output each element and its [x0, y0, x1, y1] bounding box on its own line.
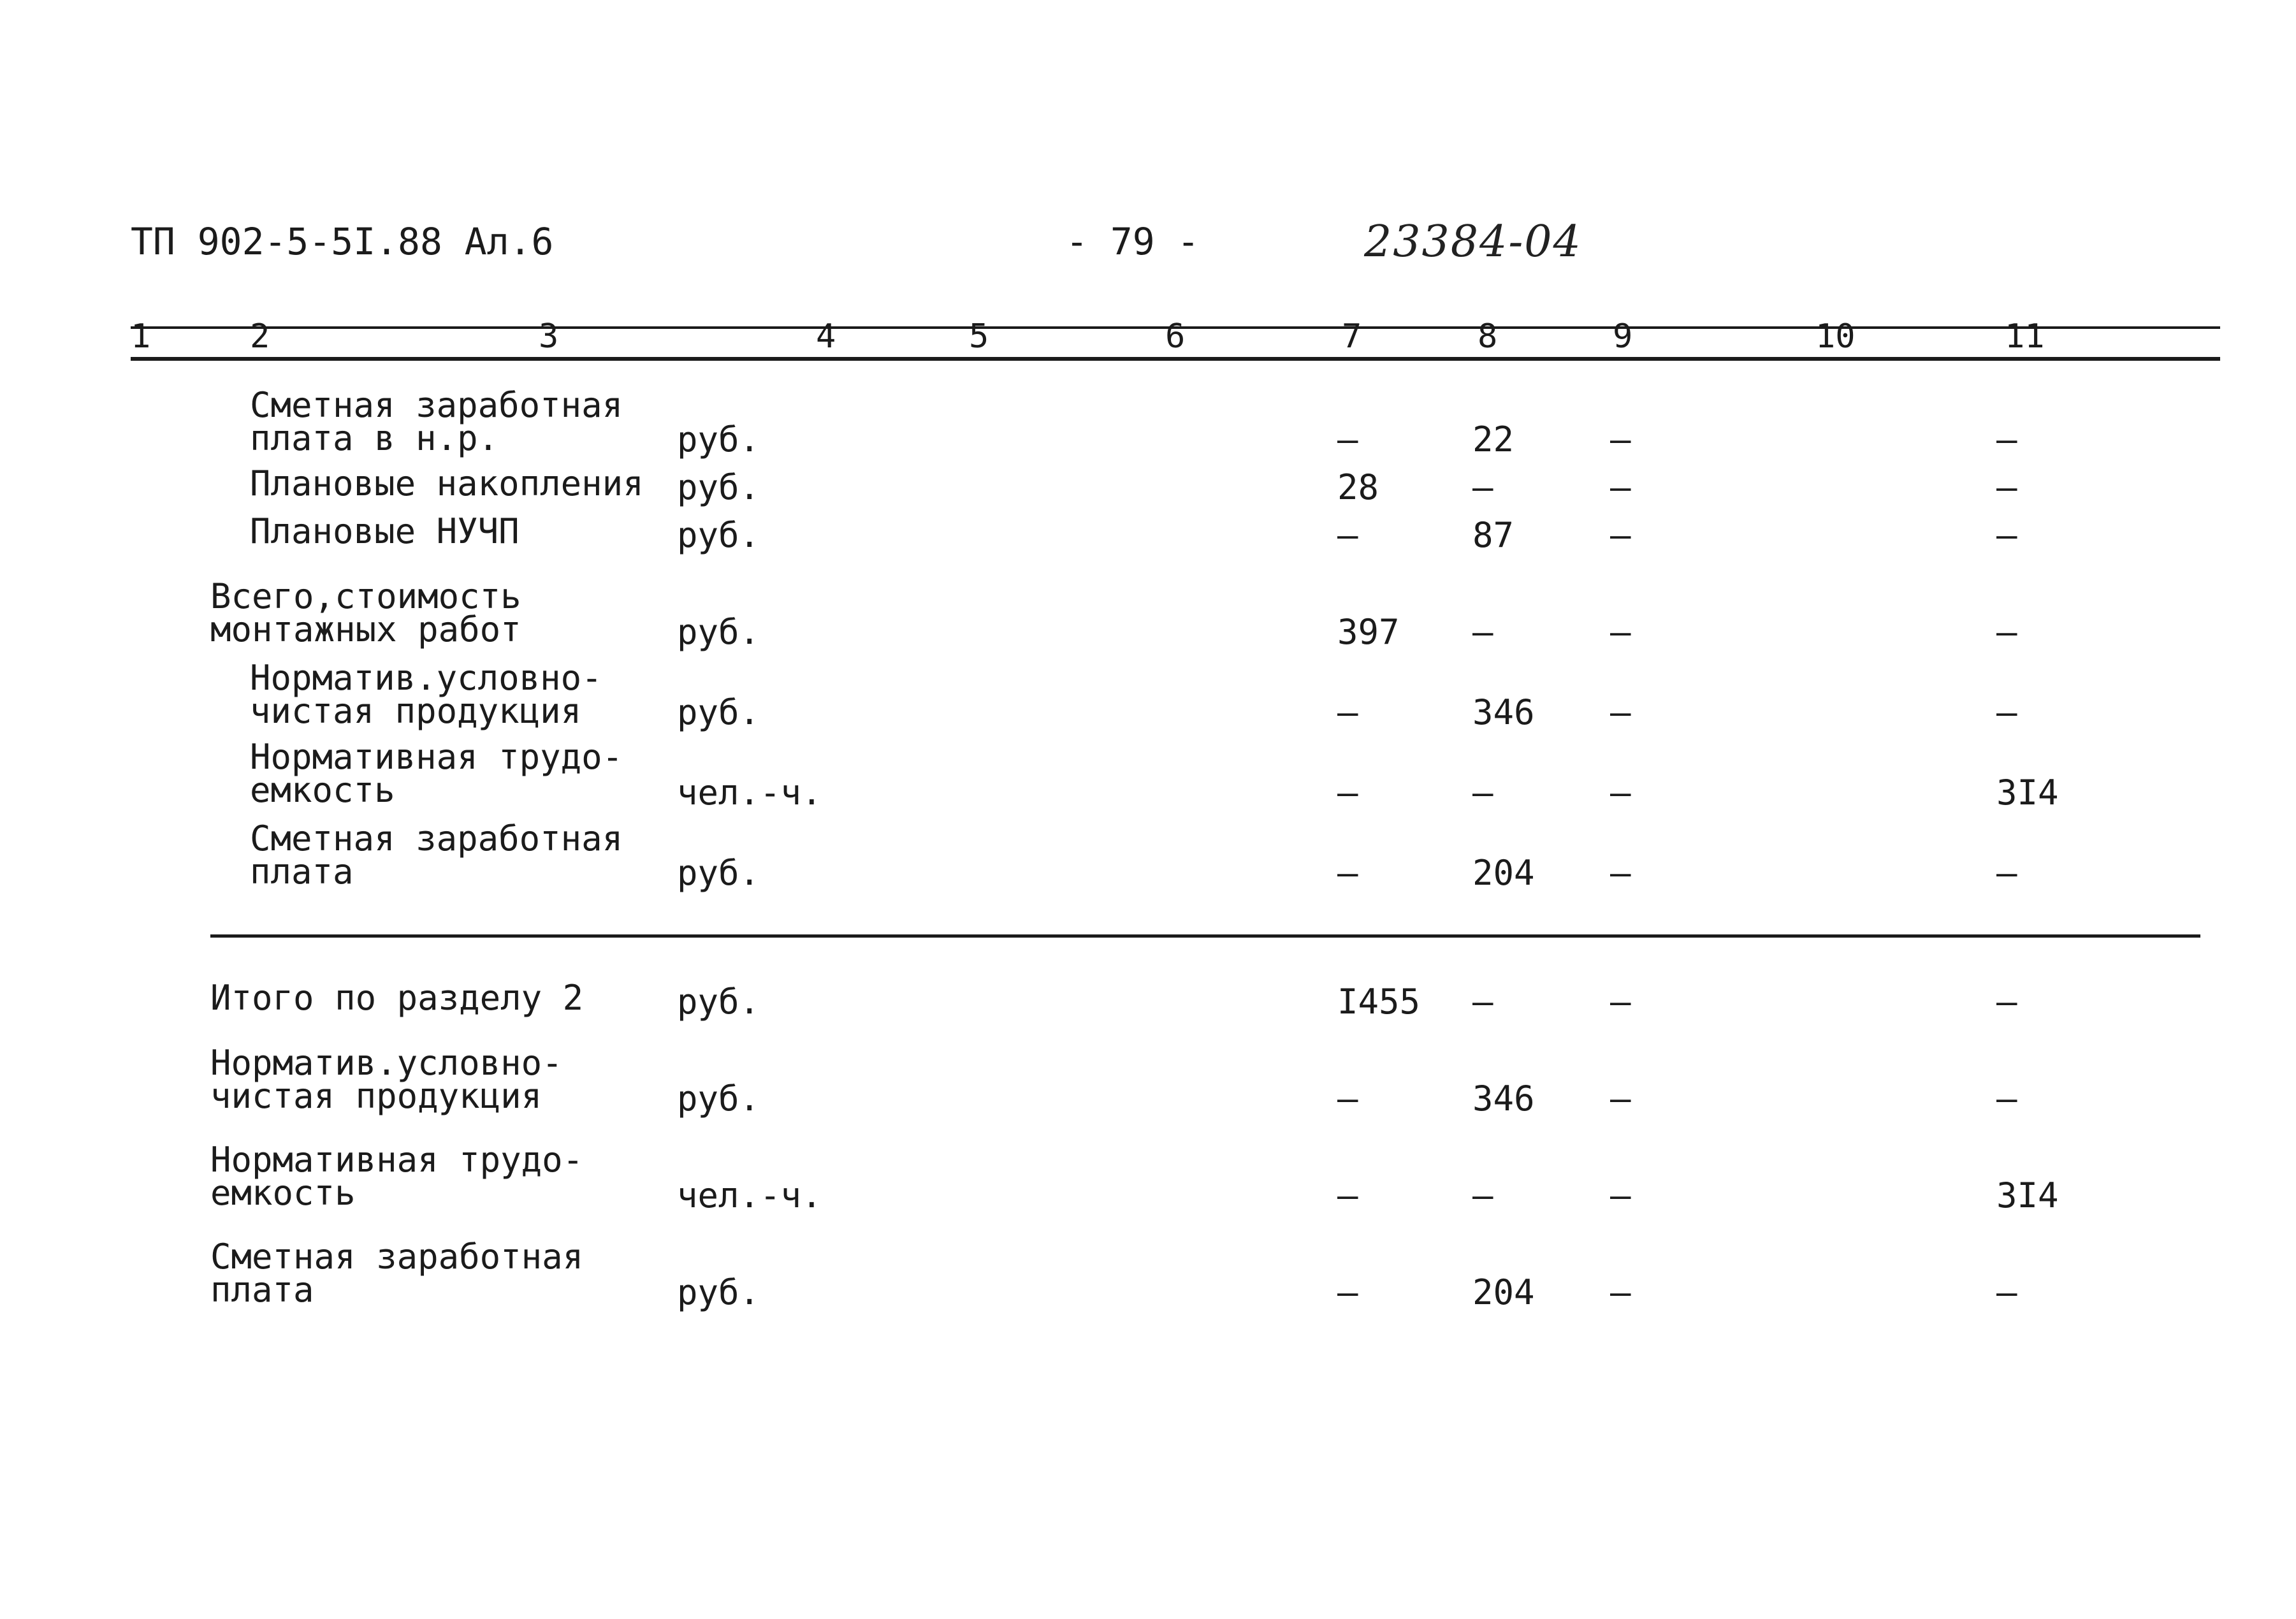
row-unit: руб.: [677, 1078, 760, 1119]
cell-col9: –: [1610, 853, 1631, 893]
cell-col8: 346: [1472, 1078, 1535, 1119]
cell-col9: –: [1610, 982, 1631, 1022]
column-number: 4: [816, 317, 836, 356]
cell-col11: –: [1996, 1078, 2017, 1119]
row-label: Норматив.условно- чистая продукция: [210, 1043, 563, 1116]
cell-col8: 204: [1472, 1272, 1535, 1312]
cell-col8: 204: [1472, 853, 1535, 893]
row-unit: чел.-ч.: [677, 773, 822, 813]
row-label: Сметная заработная плата в н.р.: [250, 385, 623, 458]
cell-col11: –: [1996, 692, 2017, 732]
row-label: Сметная заработная плата: [250, 818, 623, 892]
cell-col11: –: [1996, 982, 2017, 1022]
cell-col7: –: [1337, 1078, 1358, 1119]
row-label: Итого по разделу 2: [210, 978, 584, 1018]
table-header-bottom-rule: [131, 357, 2220, 361]
cell-col11: 3I4: [1996, 1175, 2059, 1216]
column-number: 8: [1478, 317, 1498, 356]
cell-col9: –: [1610, 1175, 1631, 1216]
row-unit: руб.: [677, 612, 760, 652]
cell-col9: –: [1610, 1272, 1631, 1312]
cell-col8: 346: [1472, 692, 1535, 732]
row-label: Плановые накопления: [250, 463, 644, 504]
row-label: Нормативная трудо- емкость: [210, 1140, 584, 1213]
row-unit: чел.-ч.: [677, 1175, 822, 1216]
cell-col7: –: [1337, 1175, 1358, 1216]
column-number: 11: [2005, 317, 2045, 356]
cell-col11: 3I4: [1996, 773, 2059, 813]
column-number: 1: [131, 317, 151, 356]
cell-col7: I455: [1337, 982, 1421, 1022]
column-number: 2: [250, 317, 270, 356]
row-unit: руб.: [677, 982, 760, 1022]
cell-col9: –: [1610, 419, 1631, 460]
cell-col7: –: [1337, 853, 1358, 893]
cell-col7: –: [1337, 419, 1358, 460]
cell-col7: –: [1337, 1272, 1358, 1312]
cell-col11: –: [1996, 1272, 2017, 1312]
cell-col11: –: [1996, 612, 2017, 652]
row-unit: руб.: [677, 853, 760, 893]
cell-col11: –: [1996, 419, 2017, 460]
cell-col11: –: [1996, 467, 2017, 507]
document-code: ТП 902-5-5I.88 Ал.6: [131, 220, 554, 263]
row-unit: руб.: [677, 515, 760, 555]
cell-col9: –: [1610, 467, 1631, 507]
cell-col9: –: [1610, 773, 1631, 813]
row-unit: руб.: [677, 692, 760, 732]
cell-col7: –: [1337, 773, 1358, 813]
cell-col9: –: [1610, 612, 1631, 652]
row-label: Нормативная трудо- емкость: [250, 737, 623, 810]
cell-col7: 28: [1337, 467, 1379, 507]
cell-col11: –: [1996, 515, 2017, 555]
column-number: 6: [1165, 317, 1186, 356]
cell-col7: 397: [1337, 612, 1400, 652]
cell-col9: –: [1610, 1078, 1631, 1119]
cell-col8: 22: [1472, 419, 1515, 460]
row-unit: руб.: [677, 467, 760, 507]
row-unit: руб.: [677, 419, 760, 460]
section-divider: [210, 934, 2200, 938]
row-label: Плановые НУЧП: [250, 511, 520, 551]
column-number: 10: [1815, 317, 1856, 356]
row-label: Норматив.условно- чистая продукция: [250, 658, 602, 731]
cell-col8: –: [1472, 982, 1493, 1022]
column-number: 3: [539, 317, 559, 356]
cell-col9: –: [1610, 692, 1631, 732]
cell-col11: –: [1996, 853, 2017, 893]
cell-col8: –: [1472, 1175, 1493, 1216]
cell-col8: –: [1472, 612, 1493, 652]
column-number: 9: [1613, 317, 1633, 356]
cell-col8: –: [1472, 467, 1493, 507]
cell-col7: –: [1337, 515, 1358, 555]
row-label: Всего,стоимость монтажных работ: [210, 576, 521, 650]
cell-col9: –: [1610, 515, 1631, 555]
column-number: 7: [1342, 317, 1362, 356]
cell-col8: 87: [1472, 515, 1515, 555]
cell-col8: –: [1472, 773, 1493, 813]
row-unit: руб.: [677, 1272, 760, 1312]
cell-col7: –: [1337, 692, 1358, 732]
row-label: Сметная заработная плата: [210, 1237, 584, 1310]
page-number: - 79 -: [1066, 220, 1200, 263]
handwritten-number: 23384-04: [1364, 217, 1582, 267]
column-number: 5: [969, 317, 989, 356]
